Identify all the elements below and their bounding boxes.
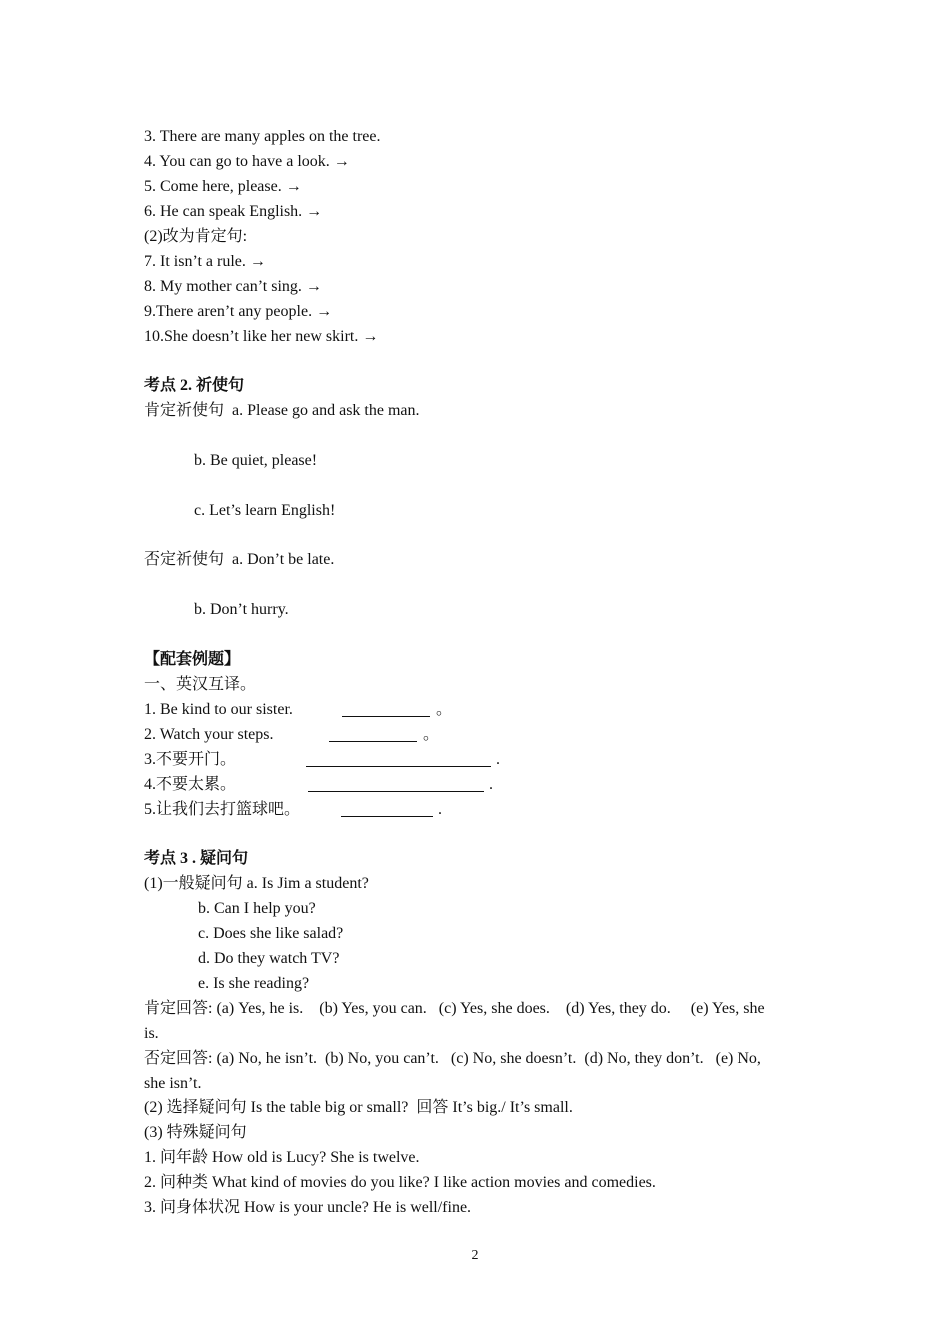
exercise-text: 5.让我们去打篮球吧。 — [144, 801, 301, 818]
question-e: e. Is she reading? — [198, 975, 310, 992]
exercises-subtitle: 一、英汉互译。 — [144, 676, 257, 693]
special-question-heading: (3) 特殊疑问句 — [144, 1124, 247, 1141]
general-question-line — [144, 874, 369, 894]
negative-answers: 否定回答: (a) No, he isn’t. (b) No, you can’t. (c) No, she doesn’t. (d) No, they don’t. (e) No, — [144, 1050, 761, 1067]
choice-question: (2) 选择疑问句 Is the table big or small? 回答 It’s big./ It’s small. — [144, 1099, 573, 1116]
answer-blank — [341, 800, 433, 817]
exercise-item — [144, 750, 500, 770]
exercise-end: 。 — [423, 726, 440, 743]
negative-answers-cont: she isn’t. — [144, 1075, 202, 1092]
question-c: c. Does she like salad? — [198, 925, 344, 942]
exercises-title: 【配套例题】 — [144, 651, 241, 668]
kaodian3-title: 考点 3 . 疑问句 — [144, 850, 249, 867]
affirmative-imperative-line — [144, 401, 420, 421]
exercise-item — [144, 800, 442, 820]
exercise-item — [144, 725, 440, 745]
exercise-text: 4.不要太累。 — [144, 776, 237, 793]
sentence-item: 5. Come here, please. → — [144, 178, 302, 195]
negative-imperative-line — [144, 550, 334, 570]
exercise-end: . — [489, 776, 493, 793]
answer-blank — [329, 725, 417, 742]
exercise-end: . — [496, 751, 500, 768]
exercise-end: . — [438, 801, 442, 818]
exercise-text: 3.不要开门。 — [144, 751, 237, 768]
exercise-end: 。 — [436, 701, 453, 718]
special-question-item: 1. 问年龄 How old is Lucy? She is twelve. — [144, 1149, 420, 1166]
question-a: a. Is Jim a student? — [246, 875, 369, 892]
special-question-item: 3. 问身体状况 How is your uncle? He is well/fine. — [144, 1199, 472, 1216]
sentence-item: 9.There aren’t any people. → — [144, 303, 333, 320]
sentence-item: 3. There are many apples on the tree. — [144, 128, 381, 145]
sentence-item: 4. You can go to have a look. → — [144, 153, 350, 170]
sentence-item: 7. It isn’t a rule. → — [144, 253, 266, 270]
sentence-item: 8. My mother can’t sing. → — [144, 278, 322, 295]
sentence-item: 6. He can speak English. → — [144, 203, 323, 220]
example-b: b. Don’t hurry. — [194, 601, 289, 618]
affirmative-answers: 肯定回答: (a) Yes, he is. (b) Yes, you can. (c) Yes, she does. (d) Yes, they do. (e) Yes, she — [144, 1000, 765, 1017]
page-number: 2 — [471, 1248, 479, 1263]
example-c: c. Let’s learn English! — [194, 502, 336, 519]
negative-label: 否定祈使句 — [144, 551, 225, 568]
kaodian2-title: 考点 2. 祈使句 — [144, 377, 245, 394]
answer-blank — [308, 775, 484, 792]
exercise-item — [144, 775, 493, 795]
general-question-label: (1)一般疑问句 — [144, 875, 243, 892]
affirmative-label: 肯定祈使句 — [144, 402, 225, 419]
question-d: d. Do they watch TV? — [198, 950, 340, 967]
exercise-text: 2. Watch your steps. — [144, 726, 274, 743]
section-heading: (2)改为肯定句: — [144, 228, 248, 245]
example-b: b. Be quiet, please! — [194, 452, 318, 469]
affirmative-answers-cont: is. — [144, 1025, 159, 1042]
sentence-item: 10.She doesn’t like her new skirt. → — [144, 328, 379, 345]
example-a: a. Please go and ask the man. — [232, 402, 420, 419]
exercise-item — [144, 700, 453, 720]
example-a: a. Don’t be late. — [232, 551, 335, 568]
answer-blank — [306, 750, 491, 767]
answer-blank — [342, 700, 430, 717]
question-b: b. Can I help you? — [198, 900, 316, 917]
special-question-item: 2. 问种类 What kind of movies do you like? I like action movies and comedies. — [144, 1174, 656, 1191]
exercise-text: 1. Be kind to our sister. — [144, 701, 293, 718]
